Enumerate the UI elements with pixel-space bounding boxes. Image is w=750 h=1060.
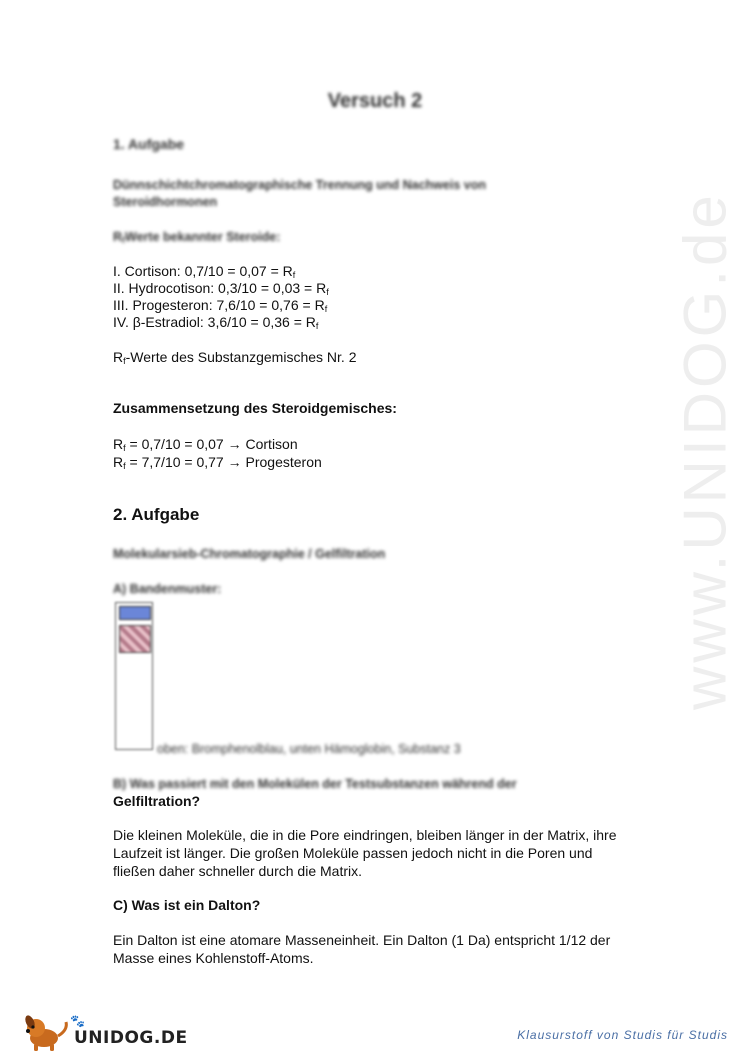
rf-item-1: I. Cortison: $0,7/10 = 0,07 = R_f$ bbox=[113, 263, 296, 280]
b-answer-1: Die kleinen Moleküle, die in die Pore eindringen, bleiben länger in der Matrix, ihre bbox=[113, 827, 617, 843]
paw-icon: 🐾 bbox=[70, 1014, 85, 1028]
logo-text: UNIDOG.DE bbox=[74, 1028, 188, 1048]
composition-heading: Zusammensetzung des Steroidgemisches: bbox=[113, 400, 397, 416]
b-answer-2: Laufzeit ist länger. Die großen Moleküle passen jedoch nicht in die Poren und bbox=[113, 845, 593, 861]
c-answer-2: Masse eines Kohlenstoff-Atoms. bbox=[113, 950, 314, 966]
c-answer-1: Ein Dalton ist eine atomare Masseneinheit. Ein Dalton (1 Da) entspricht 1/12 der bbox=[113, 932, 611, 948]
dog-mascot-icon bbox=[22, 1012, 74, 1052]
unidog-logo[interactable] bbox=[22, 1012, 188, 1052]
task2-heading: 2. Aufgabe bbox=[113, 505, 200, 524]
rf-item-2: II. Hydrocotison: $0,3/10 = 0,03 = R_f$ bbox=[113, 280, 329, 297]
page-title: Versuch 2 bbox=[327, 90, 423, 112]
b-answer-3: fließen daher schneller durch die Matrix. bbox=[113, 863, 363, 879]
footer-tagline: Klausurstoff von Studis für Studis bbox=[517, 1028, 728, 1042]
gel-column bbox=[115, 602, 153, 750]
band-haemoglobin bbox=[119, 625, 151, 653]
band-bromphenol bbox=[119, 606, 151, 620]
task1-subheading-1: Dünnschichtchromatographische Trennung und Nachweis von bbox=[113, 178, 486, 192]
watermark: www.UNIDOG.de bbox=[671, 191, 739, 710]
b-question-1: B) Was passiert mit den Molekülen der Testsubstanzen während der bbox=[113, 777, 517, 791]
task1-heading: 1. Aufgabe bbox=[113, 136, 185, 152]
band-pattern-label: A) Bandenmuster: bbox=[113, 582, 222, 596]
rf-mixture-label: $R_f$-Werte des Substanzgemisches Nr. 2 bbox=[113, 349, 357, 366]
rf-item-4: IV. β-Estradiol: $3,6/10 = 0,36 = R_f$ bbox=[113, 314, 319, 331]
result-1: $R_f = 0,7/10 = 0,07$ → Cortison bbox=[113, 436, 298, 453]
result-2: $R_f = 7,7/10 = 0,77$ → Progesteron bbox=[113, 454, 322, 471]
b-question-2: Gelfiltration? bbox=[113, 793, 201, 809]
task2-subheading: Molekularsieb-Chromatographie / Gelfiltration bbox=[113, 547, 386, 561]
band-caption: oben: Bromphenolblau, unten Hämoglobin, Substanz 3 bbox=[157, 742, 461, 756]
rf-item-3: III. Progesteron: $7,6/10 = 0,76 = R_f$ bbox=[113, 297, 328, 314]
c-question: C) Was ist ein Dalton? bbox=[113, 897, 261, 913]
rf-known-label: $R_fWerte$ bekannter Steroide: bbox=[113, 230, 281, 245]
task1-subheading-2: Steroidhormonen bbox=[113, 195, 218, 209]
